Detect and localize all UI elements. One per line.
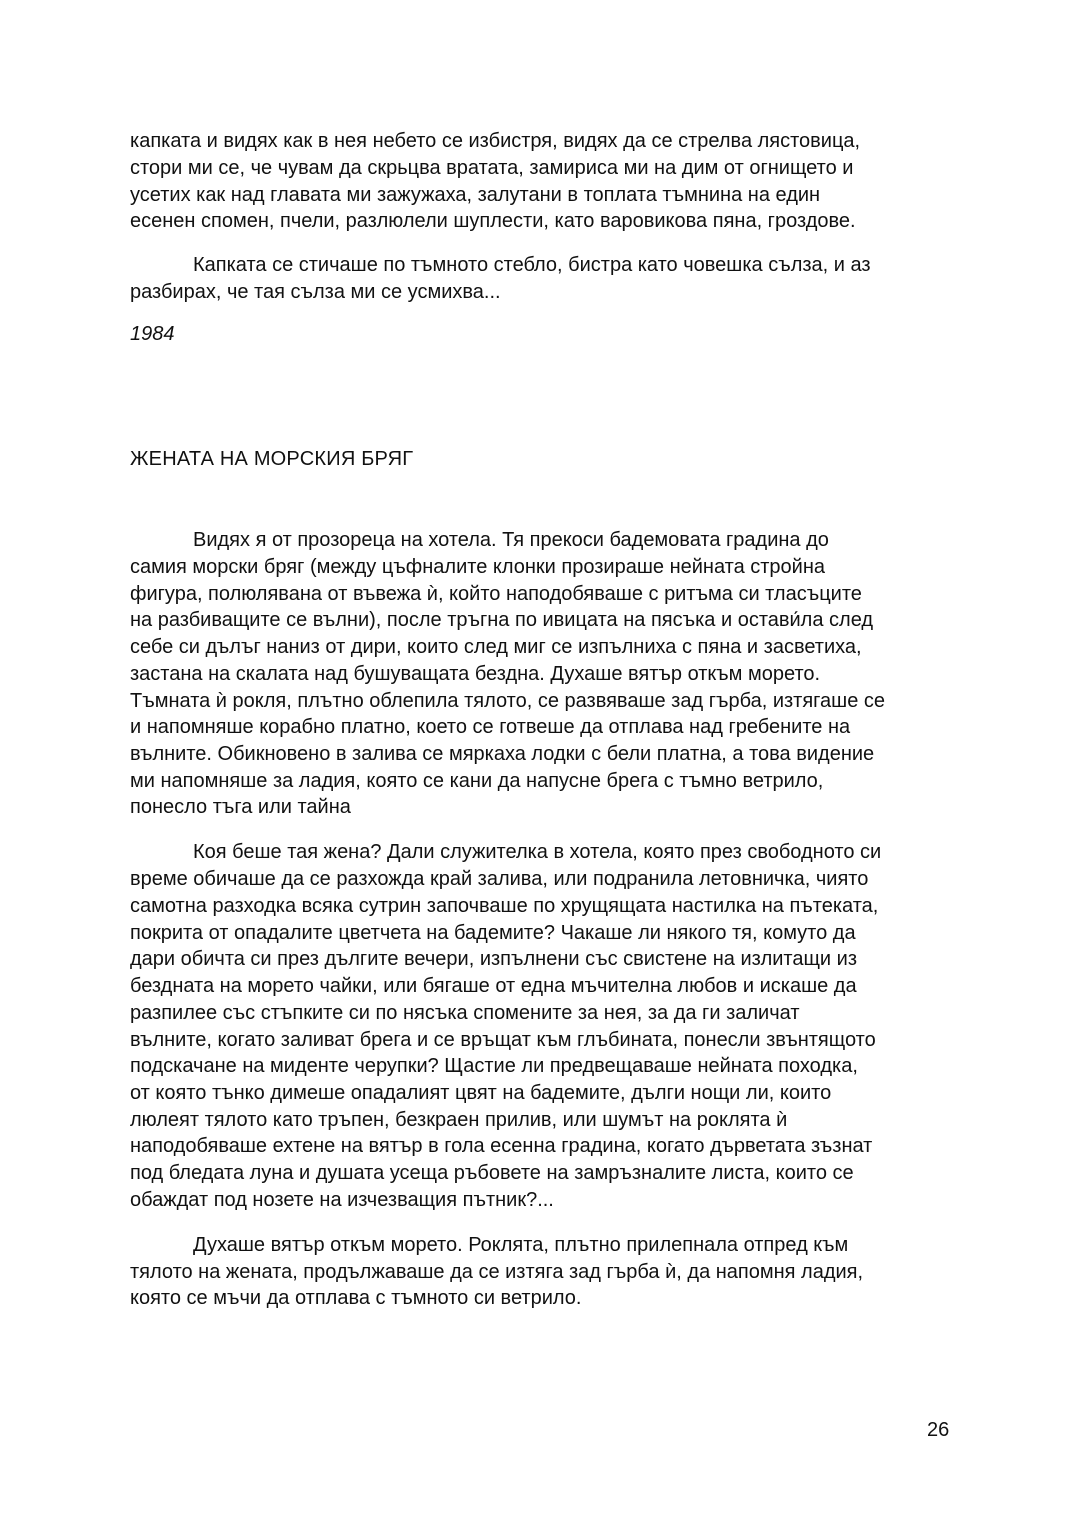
- text-line: капката и видях как в нея небето се избистря, видях да се стрелва лястовица,: [130, 130, 861, 152]
- text-line: Видях я от прозореца на хотела. Тя прекоси бадемовата градина до: [193, 529, 829, 551]
- text-line: вълните, когато заливат брега и се връщат към глъбината, понесли звънтящото: [130, 1029, 876, 1051]
- text-line: разбирах, че тая сълза ми се усмихва...: [130, 281, 501, 303]
- story-title: ЖЕНАТА НА МОРСКИЯ БРЯГ: [130, 448, 414, 470]
- text-line: усетих как над главата ми зажужаха, залутани в топлата тъмнина на един: [130, 184, 821, 206]
- text-line: подскачане на миденте черупки? Щастие ли предвещаваше нейната походка,: [130, 1055, 858, 1077]
- text-line: фигура, полюлявана от въвежа ѝ, който наподобяваше с ритъма си тласъците: [130, 583, 862, 605]
- text-line: есенен спомен, пчели, разлюлели шуплести, като варовикова пяна, гроздове.: [130, 210, 856, 232]
- text-line: и напомняше корабно платно, което се готвеше да отплава над гребените на: [130, 716, 851, 738]
- text-line: разпилее със стъпките си по нясъка спомените за нея, за да ги заличат: [130, 1002, 800, 1024]
- text-line: обаждат под нозете на изчезващия пътник?...: [130, 1189, 554, 1211]
- text-line: Коя беше тая жена? Дали служителка в хотела, която през свободното си: [193, 841, 882, 863]
- text-line: от която тънко димеше опадалият цвят на бадемите, дълги нощи ли, които: [130, 1082, 832, 1104]
- text-line: която се мъчи да отплава с тъмното си ветрило.: [130, 1287, 582, 1309]
- text-line: тялото на жената, продължаваше да се изтяга зад гърба ѝ, да напомня ладия,: [130, 1261, 864, 1283]
- page-number: 26: [927, 1419, 950, 1441]
- text-line: Капката се стичаше по тъмното стебло, бистра като човешка сълза, и аз: [193, 254, 871, 276]
- text-line: дари обичта си през дългите вечери, изпълнени със свистене на излитащи из: [130, 948, 858, 970]
- text-line: Духаше вятър откъм морето. Роклята, плътно прилепнала отпред към: [193, 1234, 849, 1256]
- text-line: наподобяваше ехтене на вятър в гола есенна градина, когато дърветата зъзнат: [130, 1135, 873, 1157]
- text-line: самия морски бряг (между цъфналите клонки прозираше нейната стройна: [130, 556, 825, 578]
- text-line: вълните. Обикновено в залива се мяркаха лодки с бели платна, а това видение: [130, 743, 875, 765]
- text-line: на разбиващите се вълни), после тръгна по ивицата на пясъка и остави́ла след: [130, 609, 874, 631]
- text-line: люлеят тялото като тръпен, безкраен прилив, или шумът на роклята ѝ: [130, 1109, 788, 1131]
- text-line: стори ми се, че чувам да скрьцва вратата, замириса ми на дим от огнището и: [130, 157, 854, 179]
- text-line: бездната на морето чайки, или бягаше от една мъчителна любов и искаше да: [130, 975, 857, 997]
- date-line: 1984: [130, 323, 175, 345]
- text-line: застана на скалата над бушуващата бездна. Духаше вятър откъм морето.: [130, 663, 821, 685]
- text-line: време обичаше да се разхожда край залива, или подранила летовничка, чиято: [130, 868, 869, 890]
- text-line: Тъмната ѝ рокля, плътно облепила тялото, се развяваше зад гърба, изтягаше се: [130, 690, 885, 712]
- text-line: себе си дълъг наниз от дири, които след миг се изпълниха с пяна и засветиха,: [130, 636, 862, 658]
- text-line: понесло тъга или тайна: [130, 796, 351, 818]
- text-line: под бледата луна и душата усеща ръбовете на замръзналите листа, които се: [130, 1162, 854, 1184]
- text-line: покрита от опадалите цветчета на бадемите? Чакаше ли някого тя, комуто да: [130, 922, 856, 944]
- text-line: самотна разходка всяка сутрин започваше по хрущящата настилка на пътеката,: [130, 895, 879, 917]
- text-line: ми напомняше за ладия, която се кани да напусне брега с тъмно ветрило,: [130, 770, 824, 792]
